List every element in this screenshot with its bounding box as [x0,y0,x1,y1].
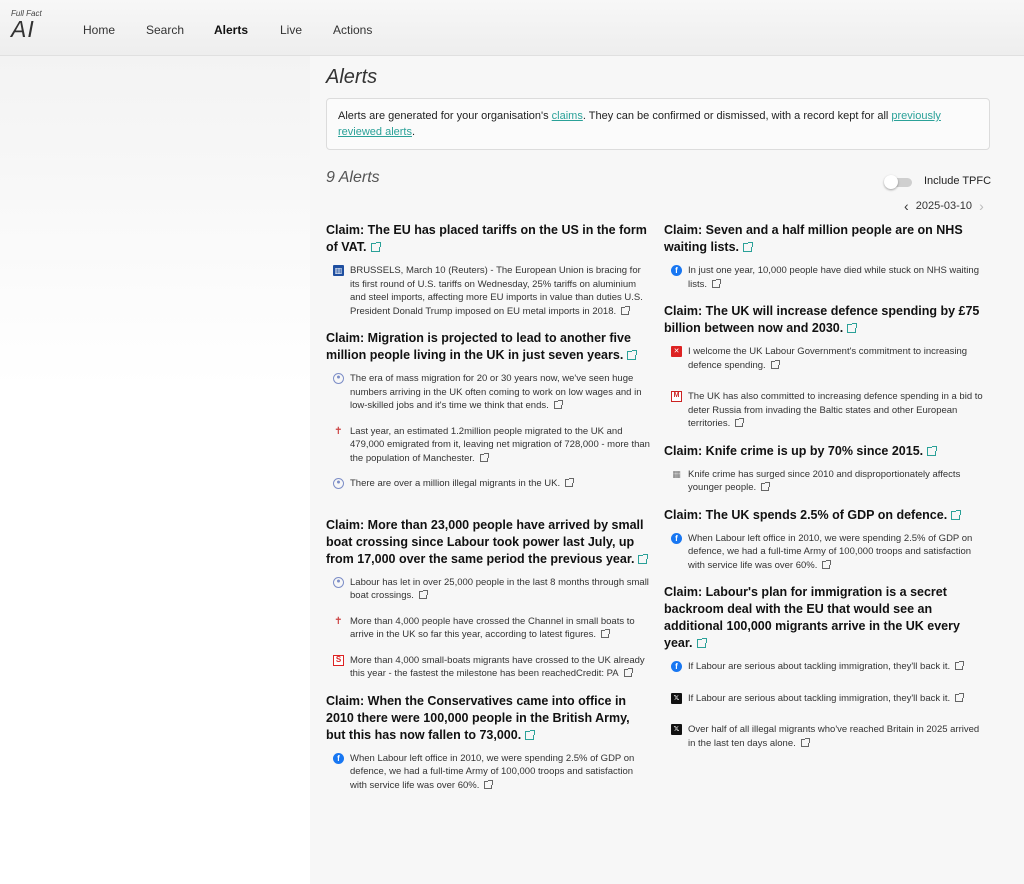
evidence-item [326,576,650,603]
facebook-icon: f [333,753,344,764]
claim-title: Claim: The UK will increase defence spending by £75 billion between now and 2030. [664,304,980,335]
previously-reviewed-alerts-link[interactable]: previously reviewed alerts [338,110,941,138]
evidence-text: I welcome the UK Labour Government's commitment to increasing defence spending. [688,346,968,371]
claim-card [326,517,650,681]
alert-count: 9 Alerts [326,169,380,186]
nav-home[interactable]: Home [83,23,116,37]
facebook-icon: f [671,661,682,672]
external-link-icon[interactable] [525,731,534,740]
left-panel [0,56,310,884]
claims-link[interactable]: claims [551,110,583,122]
evidence-text: When Labour left office in 2010, we were spending 2.5% of GDP on defence, we had a full-time Army of 100,000 troops and satisfaction with service life was over 60%. [688,532,973,571]
claim-title: Claim: The UK spends 2.5% of GDP on defence. [664,507,948,522]
claim-title: Claim: Knife crime is up by 70% since 2015. [664,443,924,458]
external-link-icon[interactable] [480,454,488,462]
claim-card [326,330,650,491]
external-link-icon[interactable] [419,591,427,599]
nav-search[interactable]: Search [146,23,185,37]
external-link-icon[interactable] [951,511,960,520]
toggle-knob [884,175,898,189]
external-link-icon[interactable] [621,307,629,315]
external-link-icon[interactable] [955,662,963,670]
metro-icon: M [671,391,682,402]
alerts-column-right [664,222,986,762]
logo-big-text: AI [11,16,35,42]
logo-small-text: Full Fact [11,9,42,18]
evidence-item [326,654,650,681]
evidence-item [326,615,650,642]
date-navigator [900,198,988,214]
top-nav-bar [0,0,1024,56]
evidence-item [664,532,986,573]
nav-live[interactable]: Live [280,23,303,37]
evidence-text: Over half of all illegal migrants who've reached Britain in 2025 arrived in the last ten days alone. [688,724,980,749]
facebook-icon: f [671,265,682,276]
current-date: 2025-03-10 [915,200,973,212]
info-text-mid: . They can be confirmed or dismissed, with a record kept for all [582,110,892,122]
person-icon: ✝ [334,615,343,627]
external-link-icon[interactable] [771,361,779,369]
claim-title: Claim: More than 23,000 people have arrived by small boat crossing since Labour took power last July, up from 17,000 over the same period the previous year. [326,517,644,566]
external-link-icon[interactable] [927,447,936,456]
include-tpfc-toggle[interactable] [884,176,914,188]
nav-actions[interactable]: Actions [333,23,373,37]
evidence-text: Labour has let in over 25,000 people in the last 8 months through small boat crossings. [350,576,649,601]
evidence-text: In just one year, 10,000 people have died while stuck on NHS waiting lists. [688,265,979,290]
evidence-text: There are over a million illegal migrants in the UK. [350,478,561,489]
info-text-pre: Alerts are generated for your organisation's [338,110,552,122]
evidence-text: BRUSSELS, March 10 (Reuters) - The European Union is bracing for its first round of U.S. tariffs on Wednesday, 25% tariffs on aluminium and steel imports, affecting more EU imports in value than duties U.S. President Donald Trump imposed on EU metal imports in 2018. [350,265,643,317]
external-link-icon[interactable] [624,669,632,677]
x-icon: 𝕏 [671,724,682,735]
external-link-icon[interactable] [801,739,809,747]
external-link-icon[interactable] [601,630,609,638]
external-link-icon[interactable] [371,243,380,252]
external-link-icon[interactable] [565,479,573,487]
claim-card [664,443,986,495]
evidence-text: Last year, an estimated 1.2million people migrated to the UK and 479,000 emigrated from it, leaving net migration of 728,000 - more than the population of Manchester. [350,425,650,464]
evidence-item [664,723,986,750]
claim-title: Claim: Migration is projected to lead to another five million people living in the UK in just seven years. [326,331,631,362]
claim-card [326,693,650,793]
evidence-text: More than 4,000 people have crossed the Channel in small boats to arrive in the UK so far this year, according to latest figures. [350,615,635,640]
globe-icon: ● [333,478,344,489]
person-icon: ✝ [334,425,343,437]
evidence-item [664,264,986,291]
chevron-left-icon[interactable]: ‹ [904,198,909,214]
evidence-text: Knife crime has surged since 2010 and disproportionately affects younger people. [688,468,961,493]
external-link-icon[interactable] [554,401,562,409]
reuters-icon: ▥ [334,266,343,275]
alerts-info-box [326,98,990,150]
s-icon: S [333,655,344,666]
facebook-icon: f [671,533,682,544]
evidence-item [326,477,650,491]
claim-card [664,507,986,573]
include-tpfc-label: Include TPFC [924,175,992,187]
page-title: Alerts [326,66,378,88]
external-link-icon[interactable] [761,483,769,491]
external-link-icon[interactable] [735,419,743,427]
full-fact-ai-logo[interactable] [11,9,42,40]
claim-title: Claim: When the Conservatives came into office in 2010 there were 100,000 people in the British Army, but this has now fallen to 73,000. [326,693,630,742]
evidence-text: The UK has also committed to increasing defence spending in a bid to deter Russia from invading the Baltic states and other European territories. [688,391,983,429]
evidence-item [326,752,650,793]
evidence-text: When Labour left office in 2010, we were spending 2.5% of GDP on defence, we had a full-time Army of 100,000 troops and satisfaction with service life was over 60%. [350,752,635,791]
claim-title: Claim: Labour's plan for immigration is a secret backroom deal with the EU that would see an additional 100,000 migrants arrive in the UK every year. [664,585,960,650]
external-link-icon[interactable] [847,324,856,333]
claim-card [664,584,986,750]
globe-icon: ● [333,373,344,384]
chevron-right-icon[interactable]: › [979,198,984,214]
external-link-icon[interactable] [484,781,492,789]
nav-alerts[interactable]: Alerts [214,23,249,37]
claim-title: Claim: The EU has placed tariffs on the US in the form of VAT. [326,223,647,254]
evidence-text: If Labour are serious about tackling immigration, they'll back it. [688,692,951,704]
evidence-item [664,390,986,431]
evidence-item [326,264,650,318]
external-link-icon[interactable] [697,639,706,648]
claim-title: Claim: Seven and a half million people are on NHS waiting lists. [664,223,963,254]
external-link-icon[interactable] [955,694,963,702]
external-link-icon[interactable] [822,561,830,569]
globe-icon: ● [333,577,344,588]
external-link-icon[interactable] [627,351,636,360]
evidence-text: The era of mass migration for 20 or 30 years now, we've seen huge numbers arriving in the UK often coming to work on low wages and in low-skilled jobs and it's time we think that ends. [350,373,642,411]
claim-card [326,222,650,318]
red-news-icon: ✕ [671,346,682,357]
evidence-item [326,372,650,413]
external-link-icon[interactable] [743,243,752,252]
evidence-text: If Labour are serious about tackling immigration, they'll back it. [688,661,951,672]
info-text-post: . [411,126,416,138]
evidence-item [326,425,650,466]
evidence-item [664,345,986,372]
claim-card [664,303,986,431]
evidence-text: More than 4,000 small-boats migrants have crossed to the UK already this year - the fastest the milestone has been reachedCredit: PA [350,654,645,679]
evidence-item [664,660,986,674]
evidence-item [664,468,986,495]
external-link-icon[interactable] [638,555,647,564]
claim-card [664,222,986,291]
alerts-column-left [326,222,650,804]
grid-icon: ▦ [672,468,681,479]
evidence-item [664,692,986,706]
x-icon: 𝕏 [671,693,682,704]
external-link-icon[interactable] [712,280,720,288]
